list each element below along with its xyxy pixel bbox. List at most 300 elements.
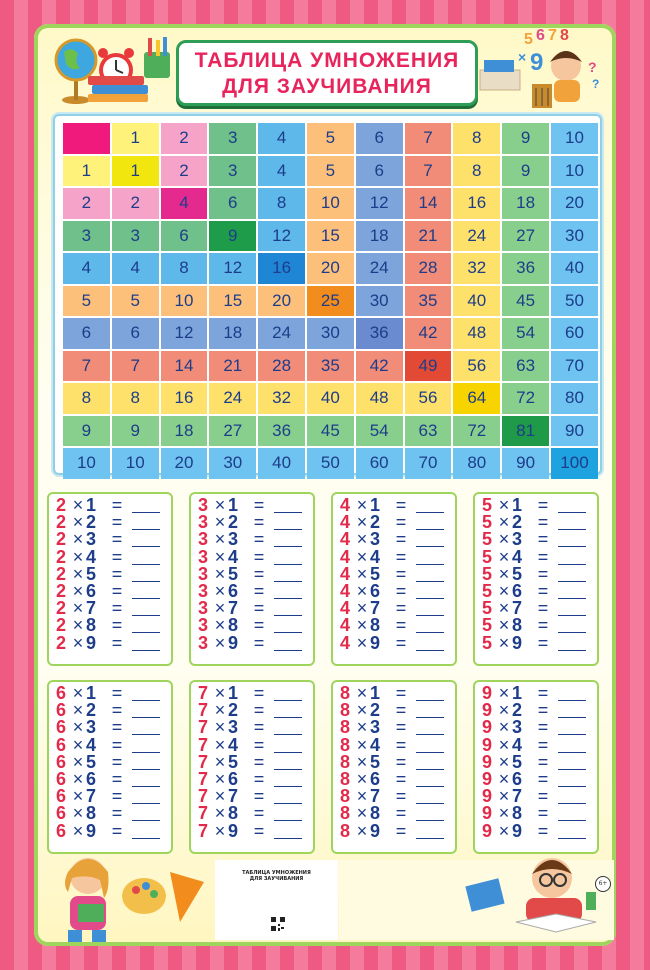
grid-product-cell: 50	[307, 448, 354, 479]
answer-blank[interactable]	[558, 688, 586, 701]
drill-multiplier: 9	[482, 683, 493, 703]
drill-factor: 1	[370, 495, 381, 515]
grid-product-cell: 70	[551, 351, 598, 382]
answer-blank[interactable]	[558, 638, 586, 651]
drill-line	[333, 751, 455, 772]
drill-card-8	[331, 680, 457, 854]
grid-product-cell: 20	[258, 286, 305, 317]
drill-factor: 4	[228, 546, 239, 567]
grid-product-cell: 60	[551, 318, 598, 349]
times-sign: ×	[72, 495, 84, 515]
answer-blank[interactable]	[132, 757, 160, 770]
answer-blank[interactable]	[274, 517, 302, 530]
drill-multiplier: 6	[56, 768, 67, 789]
equals-sign: =	[537, 615, 549, 636]
times-sign: ×	[356, 683, 368, 703]
grid-header-cell: 5	[63, 286, 110, 317]
drill-factor: 5	[512, 563, 523, 584]
times-sign: ×	[356, 768, 368, 789]
drill-line	[49, 788, 171, 805]
times-sign: ×	[356, 495, 368, 515]
answer-blank[interactable]	[558, 757, 586, 770]
equals-sign: =	[537, 820, 549, 841]
drill-factor: 8	[512, 615, 523, 636]
grid-product-cell: 32	[258, 383, 305, 414]
drill-line	[475, 734, 597, 755]
grid-product-cell: 7	[405, 156, 452, 187]
drill-multiplier: 8	[340, 734, 351, 755]
equals-sign: =	[111, 512, 123, 533]
equals-sign: =	[395, 580, 407, 601]
equals-sign: =	[537, 734, 549, 755]
grid-product-cell: 42	[405, 318, 452, 349]
grid-product-cell: 36	[258, 416, 305, 447]
drill-factor: 6	[228, 768, 239, 789]
answer-blank[interactable]	[416, 808, 444, 821]
answer-blank[interactable]	[132, 722, 160, 735]
imprint-left	[215, 860, 338, 940]
drill-factor: 7	[228, 786, 239, 807]
equals-sign: =	[395, 734, 407, 755]
drill-factor: 1	[512, 683, 523, 703]
answer-blank[interactable]	[132, 569, 160, 582]
grid-header-cell: 4	[258, 123, 305, 154]
equals-sign: =	[111, 700, 123, 721]
drill-factor: 7	[228, 598, 239, 619]
drill-line	[191, 563, 313, 584]
drill-multiplier: 5	[482, 615, 493, 636]
answer-blank[interactable]	[132, 620, 160, 633]
times-sign: ×	[72, 563, 84, 584]
equals-sign: =	[395, 820, 407, 841]
answer-blank[interactable]	[274, 534, 302, 547]
answer-blank[interactable]	[132, 808, 160, 821]
drill-line	[191, 702, 313, 719]
answer-blank[interactable]	[274, 638, 302, 651]
answer-blank[interactable]	[558, 774, 586, 787]
grid-product-cell: 10	[161, 286, 208, 317]
answer-blank[interactable]	[132, 534, 160, 547]
times-sign: ×	[214, 529, 226, 550]
equals-sign: =	[253, 495, 265, 515]
drill-multiplier: 6	[56, 820, 67, 841]
drill-card-2	[47, 492, 173, 666]
drill-line	[49, 768, 171, 789]
times-sign: ×	[214, 786, 226, 807]
grid-header-cell: 9	[502, 123, 549, 154]
times-sign: ×	[214, 717, 226, 738]
answer-blank[interactable]	[416, 688, 444, 701]
times-sign: ×	[214, 495, 226, 515]
equals-sign: =	[111, 786, 123, 807]
drill-line	[333, 719, 455, 736]
times-sign: ×	[72, 734, 84, 755]
answer-blank[interactable]	[416, 638, 444, 651]
drill-line	[191, 531, 313, 548]
drill-multiplier: 9	[482, 820, 493, 841]
equals-sign: =	[395, 683, 407, 703]
equals-sign: =	[111, 598, 123, 619]
drill-factor: 3	[370, 529, 381, 550]
times-sign: ×	[214, 632, 226, 653]
drill-line	[333, 805, 455, 822]
answer-blank[interactable]	[558, 603, 586, 616]
drill-factor: 3	[228, 529, 239, 550]
times-sign: ×	[498, 615, 510, 636]
drill-multiplier: 8	[340, 717, 351, 738]
drill-multiplier: 2	[56, 546, 67, 567]
grid-product-cell: 20	[307, 253, 354, 284]
grid-header-cell: 4	[63, 253, 110, 284]
drill-factor: 2	[370, 512, 381, 533]
grid-product-cell: 6	[161, 221, 208, 252]
answer-blank[interactable]	[416, 552, 444, 565]
answer-blank[interactable]	[132, 740, 160, 753]
drill-factor: 3	[228, 717, 239, 738]
drill-line	[333, 546, 455, 567]
drill-line	[191, 788, 313, 805]
drill-multiplier: 6	[56, 683, 67, 703]
grid-row	[63, 221, 598, 252]
answer-blank[interactable]	[274, 552, 302, 565]
drill-line	[475, 580, 597, 601]
times-sign: ×	[214, 820, 226, 841]
answer-blank[interactable]	[132, 791, 160, 804]
grid-product-cell: 28	[258, 351, 305, 382]
answer-blank[interactable]	[132, 688, 160, 701]
equals-sign: =	[537, 803, 549, 824]
drill-line	[333, 617, 455, 634]
imprint-heading-1: ТАБЛИЦА УМНОЖЕНИЯ	[242, 870, 311, 876]
drill-line	[333, 734, 455, 755]
answer-blank[interactable]	[132, 603, 160, 616]
svg-text:7: 7	[548, 27, 557, 44]
equals-sign: =	[253, 734, 265, 755]
drill-factor: 8	[370, 803, 381, 824]
drill-line	[191, 497, 313, 514]
answer-blank[interactable]	[274, 826, 302, 839]
grid-row	[63, 156, 598, 187]
answer-blank[interactable]	[132, 500, 160, 513]
answer-blank[interactable]	[416, 740, 444, 753]
answer-blank[interactable]	[416, 705, 444, 718]
answer-blank[interactable]	[274, 688, 302, 701]
grid-product-cell: 24	[209, 383, 256, 414]
answer-blank[interactable]	[132, 586, 160, 599]
times-sign: ×	[356, 598, 368, 619]
times-sign: ×	[214, 546, 226, 567]
answer-blank[interactable]	[558, 552, 586, 565]
answer-blank[interactable]	[416, 517, 444, 530]
drill-line	[49, 580, 171, 601]
answer-blank[interactable]	[274, 722, 302, 735]
equals-sign: =	[253, 751, 265, 772]
equals-sign: =	[537, 786, 549, 807]
answer-blank[interactable]	[558, 826, 586, 839]
drill-multiplier: 2	[56, 563, 67, 584]
age-rating-badge: 6+	[595, 876, 611, 892]
answer-blank[interactable]	[416, 826, 444, 839]
grid-product-cell: 90	[502, 448, 549, 479]
drill-multiplier: 9	[482, 700, 493, 721]
drill-factor: 7	[512, 786, 523, 807]
grid-product-cell: 54	[502, 318, 549, 349]
times-sign: ×	[498, 751, 510, 772]
grid-row	[63, 383, 598, 414]
drill-factor: 9	[370, 632, 381, 653]
equals-sign: =	[111, 495, 123, 515]
answer-blank[interactable]	[132, 774, 160, 787]
answer-blank[interactable]	[558, 500, 586, 513]
times-sign: ×	[72, 598, 84, 619]
answer-blank[interactable]	[558, 534, 586, 547]
grid-product-cell: 32	[453, 253, 500, 284]
times-sign: ×	[72, 683, 84, 703]
times-sign: ×	[498, 717, 510, 738]
grid-product-cell: 63	[405, 416, 452, 447]
svg-text:9: 9	[530, 49, 544, 76]
grid-product-cell: 30	[307, 318, 354, 349]
times-sign: ×	[498, 580, 510, 601]
drill-factor: 5	[512, 751, 523, 772]
drill-line	[49, 820, 171, 841]
drill-factor: 9	[512, 632, 523, 653]
equals-sign: =	[395, 751, 407, 772]
grid-product-cell: 30	[551, 221, 598, 252]
grid-row	[63, 286, 598, 317]
boy-reading-icon	[462, 852, 614, 944]
grid-product-cell: 70	[405, 448, 452, 479]
drill-line	[475, 546, 597, 567]
drill-line	[49, 702, 171, 719]
svg-text:8: 8	[560, 27, 569, 44]
svg-text:6: 6	[536, 27, 545, 44]
times-sign: ×	[72, 786, 84, 807]
grid-product-cell: 5	[112, 286, 159, 317]
pencil-cup-icon	[138, 36, 178, 80]
drill-line	[49, 546, 171, 567]
drill-line	[191, 580, 313, 601]
grid-product-cell: 7	[112, 351, 159, 382]
grid-row	[63, 318, 598, 349]
answer-blank[interactable]	[132, 705, 160, 718]
drill-multiplier: 9	[482, 734, 493, 755]
equals-sign: =	[111, 683, 123, 703]
answer-blank[interactable]	[416, 586, 444, 599]
drill-multiplier: 6	[56, 803, 67, 824]
answer-blank[interactable]	[416, 620, 444, 633]
grid-product-cell: 24	[356, 253, 403, 284]
grid-product-cell: 18	[502, 188, 549, 219]
grid-header-cell: 2	[161, 123, 208, 154]
grid-product-cell: 18	[209, 318, 256, 349]
answer-blank[interactable]	[274, 620, 302, 633]
equals-sign: =	[253, 717, 265, 738]
answer-blank[interactable]	[416, 722, 444, 735]
drill-multiplier: 3	[198, 546, 209, 567]
drill-multiplier: 3	[198, 563, 209, 584]
grid-product-cell: 36	[356, 318, 403, 349]
drill-line	[475, 768, 597, 789]
answer-blank[interactable]	[274, 740, 302, 753]
grid-product-cell: 24	[258, 318, 305, 349]
grid-row	[63, 188, 598, 219]
answer-blank[interactable]	[274, 603, 302, 616]
grid-product-cell: 50	[551, 286, 598, 317]
drill-multiplier: 9	[482, 751, 493, 772]
answer-blank[interactable]	[132, 517, 160, 530]
drill-factor: 6	[86, 768, 97, 789]
drill-factor: 2	[86, 700, 97, 721]
times-sign: ×	[498, 700, 510, 721]
answer-blank[interactable]	[416, 534, 444, 547]
drill-line	[191, 820, 313, 841]
grid-product-cell: 72	[453, 416, 500, 447]
title-line-1: ТАБЛИЦА УМНОЖЕНИЯ	[194, 49, 460, 72]
grid-product-cell: 8	[453, 156, 500, 187]
grid-row	[63, 351, 598, 382]
drill-card-4	[331, 492, 457, 666]
drill-multiplier: 7	[198, 751, 209, 772]
answer-blank[interactable]	[558, 740, 586, 753]
answer-blank[interactable]	[416, 791, 444, 804]
equals-sign: =	[537, 580, 549, 601]
answer-blank[interactable]	[132, 638, 160, 651]
times-sign: ×	[214, 700, 226, 721]
grid-header-cell: 7	[63, 351, 110, 382]
answer-blank[interactable]	[274, 586, 302, 599]
answer-blank[interactable]	[274, 774, 302, 787]
grid-product-cell: 10	[551, 156, 598, 187]
grid-product-cell: 45	[307, 416, 354, 447]
grid-product-cell: 80	[453, 448, 500, 479]
times-sign: ×	[214, 512, 226, 533]
drill-line	[475, 563, 597, 584]
grid-product-cell: 60	[356, 448, 403, 479]
answer-blank[interactable]	[558, 517, 586, 530]
drill-line	[475, 497, 597, 514]
equals-sign: =	[111, 803, 123, 824]
grid-product-cell: 6	[209, 188, 256, 219]
drill-factor: 7	[512, 598, 523, 619]
answer-blank[interactable]	[274, 757, 302, 770]
grid-product-cell: 54	[356, 416, 403, 447]
grid-product-cell: 40	[551, 253, 598, 284]
answer-blank[interactable]	[558, 791, 586, 804]
times-sign: ×	[498, 512, 510, 533]
answer-blank[interactable]	[558, 569, 586, 582]
drill-line	[191, 685, 313, 702]
grid-product-cell: 35	[307, 351, 354, 382]
equals-sign: =	[253, 786, 265, 807]
answer-blank[interactable]	[416, 500, 444, 513]
drill-line	[191, 768, 313, 789]
equals-sign: =	[395, 495, 407, 515]
drill-multiplier: 5	[482, 512, 493, 533]
drill-line	[333, 563, 455, 584]
drill-line	[49, 617, 171, 634]
answer-blank[interactable]	[416, 774, 444, 787]
times-sign: ×	[498, 632, 510, 653]
times-sign: ×	[356, 615, 368, 636]
drill-factor: 2	[228, 512, 239, 533]
drill-card-3	[189, 492, 315, 666]
answer-blank[interactable]	[274, 808, 302, 821]
grid-product-cell: 30	[209, 448, 256, 479]
equals-sign: =	[395, 615, 407, 636]
times-sign: ×	[72, 512, 84, 533]
equals-sign: =	[111, 768, 123, 789]
equals-sign: =	[111, 734, 123, 755]
drill-multiplier: 2	[56, 580, 67, 601]
grid-product-cell: 25	[307, 286, 354, 317]
drill-factor: 4	[86, 734, 97, 755]
answer-blank[interactable]	[274, 569, 302, 582]
equals-sign: =	[111, 751, 123, 772]
times-sign: ×	[498, 768, 510, 789]
drill-factor: 8	[228, 615, 239, 636]
answer-blank[interactable]	[416, 603, 444, 616]
answer-blank[interactable]	[132, 826, 160, 839]
drill-factor: 4	[512, 546, 523, 567]
equals-sign: =	[537, 512, 549, 533]
grid-product-cell: 30	[356, 286, 403, 317]
answer-blank[interactable]	[274, 500, 302, 513]
drill-line	[49, 734, 171, 755]
equals-sign: =	[537, 529, 549, 550]
answer-blank[interactable]	[416, 757, 444, 770]
times-sign: ×	[214, 598, 226, 619]
equals-sign: =	[395, 529, 407, 550]
times-sign: ×	[72, 700, 84, 721]
drill-multiplier: 2	[56, 529, 67, 550]
times-sign: ×	[72, 768, 84, 789]
drill-factor: 6	[86, 580, 97, 601]
answer-blank[interactable]	[274, 705, 302, 718]
drill-factor: 4	[228, 734, 239, 755]
drill-multiplier: 3	[198, 615, 209, 636]
drill-factor: 3	[370, 717, 381, 738]
equals-sign: =	[253, 615, 265, 636]
drill-factor: 7	[370, 786, 381, 807]
drill-line	[475, 702, 597, 719]
grid-product-cell: 4	[112, 253, 159, 284]
grid-product-cell: 14	[405, 188, 452, 219]
drill-line	[191, 719, 313, 736]
answer-blank[interactable]	[558, 705, 586, 718]
drill-multiplier: 2	[56, 615, 67, 636]
equals-sign: =	[111, 580, 123, 601]
answer-blank[interactable]	[558, 620, 586, 633]
drill-line	[49, 685, 171, 702]
answer-blank[interactable]	[558, 586, 586, 599]
answer-blank[interactable]	[558, 722, 586, 735]
drill-card-6	[47, 680, 173, 854]
answer-blank[interactable]	[132, 552, 160, 565]
drill-multiplier: 4	[340, 632, 351, 653]
drill-factor: 9	[370, 820, 381, 841]
drill-multiplier: 7	[198, 700, 209, 721]
answer-blank[interactable]	[558, 808, 586, 821]
equals-sign: =	[253, 700, 265, 721]
answer-blank[interactable]	[274, 791, 302, 804]
grid-header-cell: 9	[63, 416, 110, 447]
times-sign: ×	[72, 580, 84, 601]
equals-sign: =	[253, 563, 265, 584]
drill-factor: 3	[86, 717, 97, 738]
answer-blank[interactable]	[416, 569, 444, 582]
grid-product-cell: 40	[453, 286, 500, 317]
